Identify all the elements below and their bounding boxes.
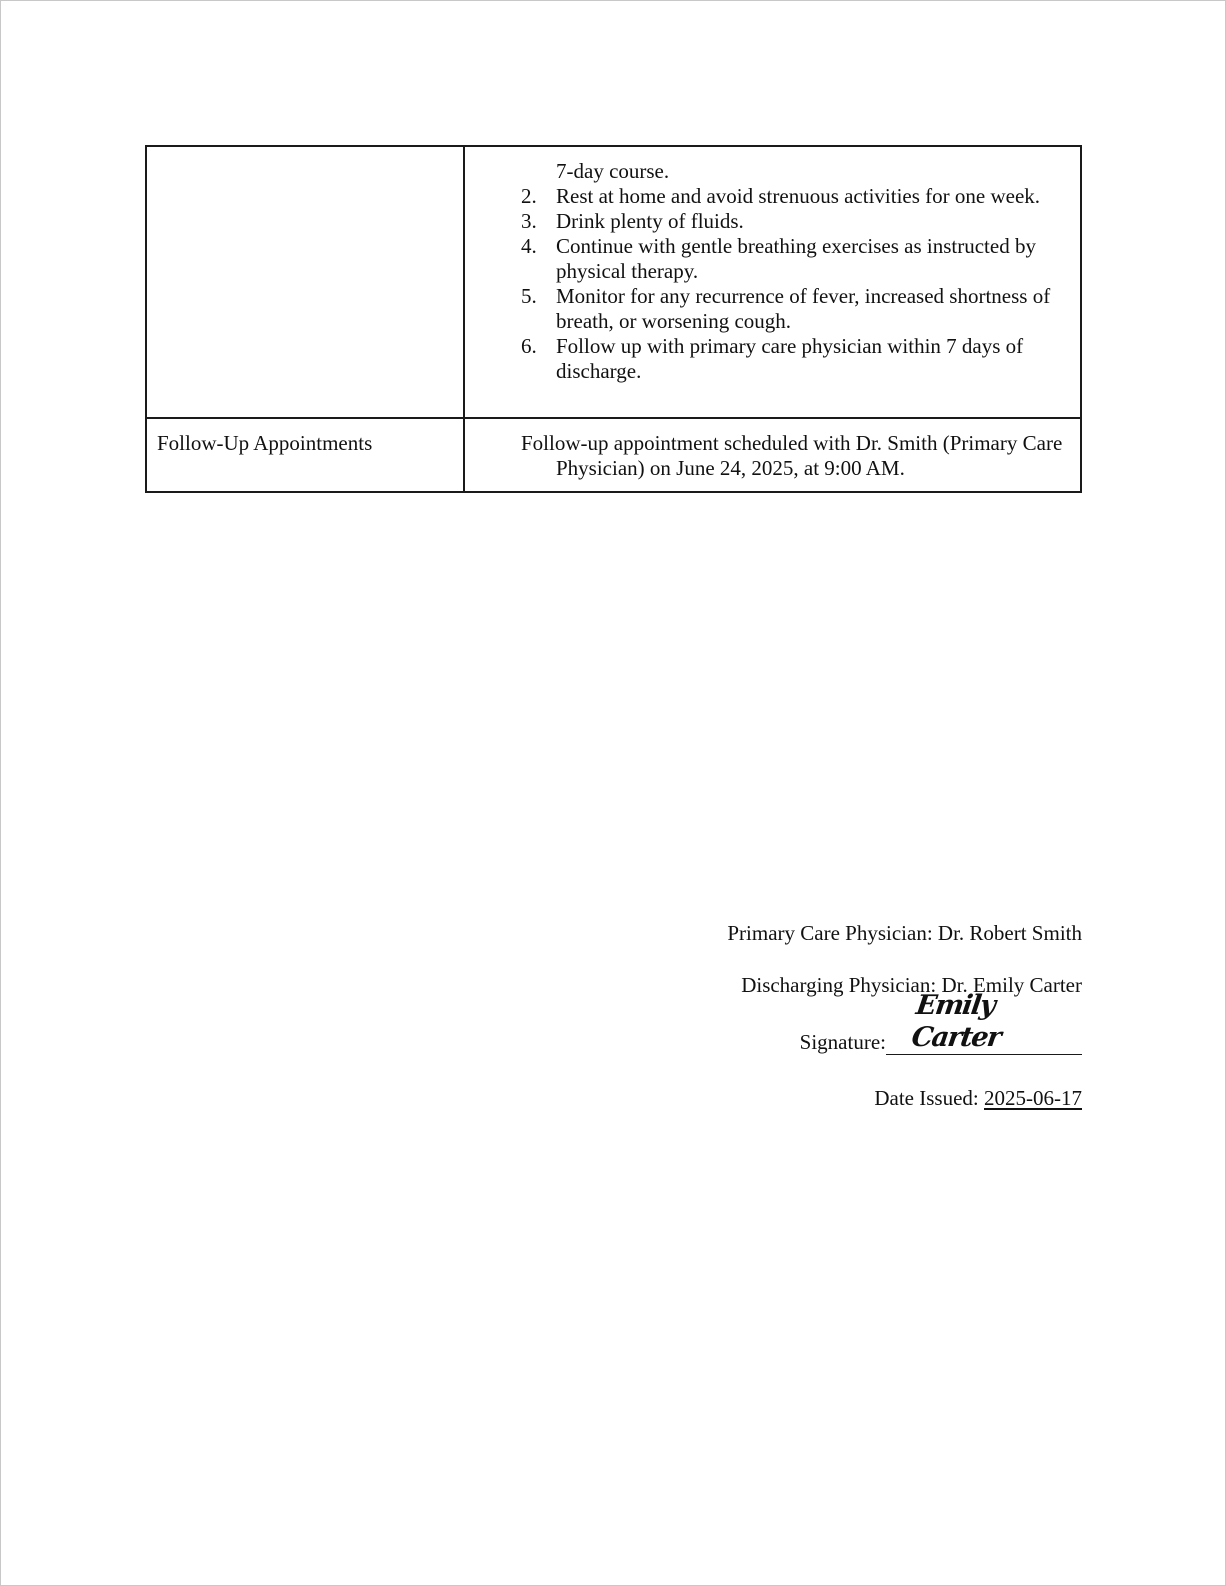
primary-care-physician-line: Primary Care Physician: Dr. Robert Smith xyxy=(727,921,1082,945)
list-item xyxy=(475,284,1070,334)
signature-label: Signature: xyxy=(799,1030,886,1054)
table-row-instructions xyxy=(146,146,1081,418)
followup-label-cell: Follow-Up Appointments xyxy=(146,418,464,492)
list-item-number: 6. xyxy=(521,334,537,358)
followup-content-cell xyxy=(464,418,1081,492)
list-item xyxy=(475,234,1070,284)
list-item-text: Follow up with primary care physician within 7 days of discharge. xyxy=(556,334,1024,383)
date-issued-value: 2025-06-17 xyxy=(984,1086,1082,1110)
date-issued-label: Date Issued: xyxy=(874,1086,984,1110)
list-item-text: Monitor for any recurrence of fever, increased shortness of breath, or worsening cough. xyxy=(556,284,1051,333)
date-issued-line xyxy=(621,1086,1082,1111)
instruction-continued-text xyxy=(475,159,1070,184)
followup-text: Follow-up appointment scheduled with Dr. Smith (Primary Care Physician) on June 24, 2025, at 9:00 AM. xyxy=(521,431,1063,480)
discharging-physician-line: Discharging Physician: Dr. Emily Carter xyxy=(741,973,1082,997)
instructions-content-cell xyxy=(464,146,1081,418)
instructions-label-cell xyxy=(146,146,464,418)
signature-line xyxy=(621,990,1082,1055)
list-item-number: 3. xyxy=(521,209,537,233)
signature-field xyxy=(886,990,1082,1055)
signature-block xyxy=(621,921,1082,1111)
list-item xyxy=(475,184,1070,209)
table-row-followup xyxy=(146,418,1081,492)
signature-handwritten-name: Emily Carter xyxy=(909,990,1003,1053)
list-item-number: 4. xyxy=(521,234,537,258)
list-item-number: 5. xyxy=(521,284,537,308)
list-item-number: 2. xyxy=(521,184,537,208)
discharge-table xyxy=(145,145,1082,493)
instruction-list xyxy=(475,184,1070,384)
list-item-text: Continue with gentle breathing exercises as instructed by physical therapy. xyxy=(556,234,1036,283)
list-item xyxy=(475,334,1070,384)
list-item xyxy=(475,209,1070,234)
list-item-text: Drink plenty of fluids. xyxy=(556,209,744,233)
list-item-text: Rest at home and avoid strenuous activities for one week. xyxy=(556,184,1041,208)
instruction-continued-label: 7-day course. xyxy=(556,159,670,183)
